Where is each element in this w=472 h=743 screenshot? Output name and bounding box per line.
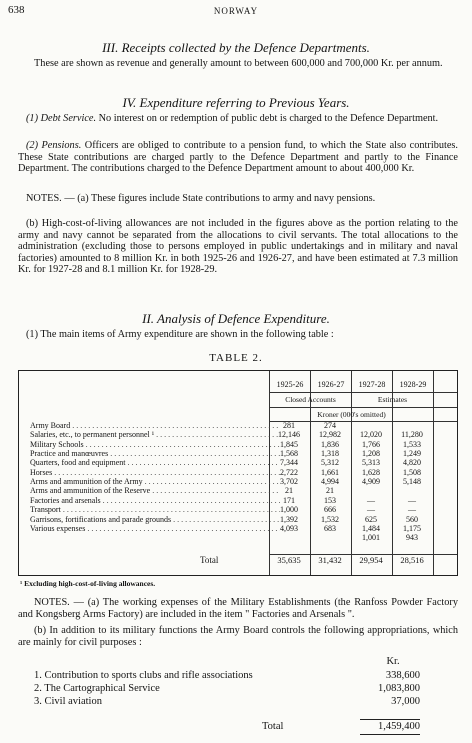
row-value: 943 — [406, 533, 418, 543]
table-footnote: ¹ Excluding high-cost-of-living allowances. — [20, 579, 156, 588]
row-value: 274 — [324, 421, 336, 430]
table-row — [0, 458, 440, 467]
table-row — [0, 440, 440, 449]
appropriation-label: 1. Contribution to sports clubs and rifle associations — [34, 670, 253, 681]
total-value: 29,954 — [359, 555, 383, 565]
row-value: — — [367, 505, 375, 515]
table-total-row — [0, 556, 440, 565]
row-value: 1,568 — [280, 449, 298, 459]
table-row — [0, 421, 440, 430]
row-value: 12,146 — [278, 430, 300, 440]
running-title: NORWAY — [213, 6, 259, 16]
appropriation-label: 2. The Cartographical Service — [34, 683, 160, 694]
row-value: 1,533 — [403, 439, 421, 449]
row-value: 1,836 — [321, 439, 339, 449]
row-value: 5,312 — [321, 458, 339, 468]
notes-b: (b) High-cost-of-living allowances are not included in the figures above as the portion relating to the army and navy cannot be separated from the allocations to civil servants. The total allocations to the administration (excluding those to persons employed in public undertakings and in military and naval factories) amounted to 8 million Kr. in both 1925-26 and 1926-27, and have been estimated at 7.3 million Kr. for 1927-28 and 8.1 million Kr. for 1928-29. — [18, 218, 458, 275]
row-value: 5,148 — [403, 477, 421, 487]
estimates-header: Estimates — [377, 395, 408, 404]
total-value: 28,516 — [400, 555, 424, 565]
total-value: 35,635 — [277, 555, 301, 565]
table-row — [0, 533, 440, 542]
row-label: Military Schools . . . — [30, 440, 280, 449]
year-header-1928-29: 1928-29 — [399, 380, 427, 389]
table-row — [0, 515, 440, 524]
row-value: 1,392 — [280, 514, 298, 524]
row-label: Army Board . . . — [30, 421, 280, 430]
total-value: 31,432 — [318, 555, 342, 565]
year-header-1925-26: 1925-26 — [276, 380, 304, 389]
table-row — [0, 430, 440, 439]
year-header-1926-27: 1926-27 — [317, 380, 345, 389]
row-value: 683 — [324, 523, 336, 533]
row-value: 1,318 — [321, 449, 339, 459]
row-value: 1,766 — [362, 439, 380, 449]
row-label: Quarters, food and equipment . . . — [30, 458, 280, 467]
row-label: Arms and ammunition of the Reserve . . . — [30, 486, 280, 495]
unit-header: Kroner (000's omitted) — [317, 410, 386, 419]
row-value: — — [408, 495, 416, 505]
row-value: 12,982 — [319, 430, 341, 440]
row-value: — — [408, 505, 416, 515]
row-value: 2,722 — [280, 467, 298, 477]
page-number: 638 — [8, 4, 25, 16]
row-value: 4,093 — [280, 523, 298, 533]
appropriation-label: 3. Civil aviation — [34, 696, 102, 707]
row-value: 281 — [283, 421, 295, 430]
row-value: 1,484 — [362, 523, 380, 533]
notes-2-a: NOTES. — (a) The working expenses of the Military Establishments (the Ranfoss Powder Factory and Kongsberg Arms Factory) are included in the item " Factories and Arsenals ". — [18, 597, 458, 620]
table-header-rule — [269, 392, 457, 393]
table-row — [0, 505, 440, 514]
appropriations-sum-rule — [360, 719, 420, 720]
row-value: 12,020 — [360, 430, 382, 440]
row-value: 4,909 — [362, 477, 380, 487]
appropriations-unit: Kr. — [386, 656, 400, 667]
row-label: Various expenses . . . — [30, 524, 280, 533]
row-value: 3,702 — [280, 477, 298, 487]
appropriations-total-label: Total — [262, 721, 284, 732]
row-label: Garrisons, fortifications and parade grounds . . . — [30, 515, 280, 524]
table-header-rule — [269, 407, 457, 408]
row-value: 1,208 — [362, 449, 380, 459]
row-value: 560 — [406, 514, 418, 524]
row-value: 7,344 — [280, 458, 298, 468]
section-iv-heading: IV. Expenditure referring to Previous Years. — [122, 95, 350, 110]
table-row — [0, 449, 440, 458]
row-value: 21 — [285, 486, 293, 496]
row-label: Factories and arsenals . . . — [30, 496, 280, 505]
table-title: TABLE 2. — [209, 352, 263, 364]
table-row — [0, 496, 440, 505]
row-value: 21 — [326, 486, 334, 496]
pensions-paragraph — [18, 140, 458, 175]
row-value: 171 — [283, 495, 295, 505]
debt-service-label: (1) Debt Service. — [26, 113, 97, 124]
appropriations-total-underline — [360, 734, 420, 735]
closed-accounts-header: Closed Accounts — [285, 395, 336, 404]
row-value: 1,532 — [321, 514, 339, 524]
row-value: — — [367, 495, 375, 505]
total-label: Total — [200, 555, 219, 565]
debt-service-paragraph — [18, 113, 458, 125]
row-value: 1,661 — [321, 467, 339, 477]
row-value: 1,175 — [403, 523, 421, 533]
row-label: Arms and ammunition of the Army . . . — [30, 477, 280, 486]
appropriation-value: 338,600 — [385, 670, 420, 681]
table-row — [0, 468, 440, 477]
row-value: 5,313 — [362, 458, 380, 468]
row-label: Horses . . . — [30, 468, 280, 477]
row-label: Practice and manœuvres . . . — [30, 449, 280, 458]
row-value: 1,000 — [280, 505, 298, 515]
appropriation-value: 37,000 — [391, 696, 420, 707]
row-value: 4,820 — [403, 458, 421, 468]
section-ii-heading: II. Analysis of Defence Expenditure. — [142, 311, 330, 326]
table-intro: (1) The main items of Army expenditure are shown in the following table : — [26, 329, 334, 340]
row-value: 1,249 — [403, 449, 421, 459]
appropriation-value: 1,083,800 — [378, 683, 420, 694]
row-value: 1,628 — [362, 467, 380, 477]
pensions-text: Officers are obliged to contribute to a pension fund, to which the State also contributes. These State contributions are charged partly to the Defence Department and partly to the Finance Department. The contributions charged to the Defence Department amount to about 400,000 Kr. — [18, 140, 458, 174]
table-row — [0, 524, 440, 533]
row-value: 1,001 — [362, 533, 380, 543]
row-value: 11,280 — [401, 430, 423, 440]
table-row — [0, 477, 440, 486]
row-value: 4,994 — [321, 477, 339, 487]
row-value: 625 — [365, 514, 377, 524]
row-value: 666 — [324, 505, 336, 515]
row-value: 1,845 — [280, 439, 298, 449]
section-iii-text: These are shown as revenue and generally amount to between 600,000 and 700,000 Kr. per annum. — [34, 58, 443, 69]
appropriations-total-value: 1,459,400 — [378, 721, 420, 732]
table-row — [0, 486, 440, 495]
pensions-label: (2) Pensions. — [26, 140, 82, 151]
row-label: Salaries, etc., to permanent personnel ¹ . . . — [30, 430, 280, 439]
row-value: 1,508 — [403, 467, 421, 477]
row-value: 153 — [324, 495, 336, 505]
year-header-1927-28: 1927-28 — [358, 380, 386, 389]
row-label: Transport . . . — [30, 505, 280, 514]
notes-a: NOTES. — (a) These figures include State contributions to army and navy pensions. — [26, 193, 376, 204]
notes-2-b: (b) In addition to its military functions the Army Board controls the following appropriations, which are mainly for civil purposes : — [18, 625, 458, 648]
debt-service-text: No interest on or redemption of public debt is charged to the Defence Department. — [96, 113, 439, 124]
section-iii-heading: III. Receipts collected by the Defence Departments. — [102, 40, 370, 55]
